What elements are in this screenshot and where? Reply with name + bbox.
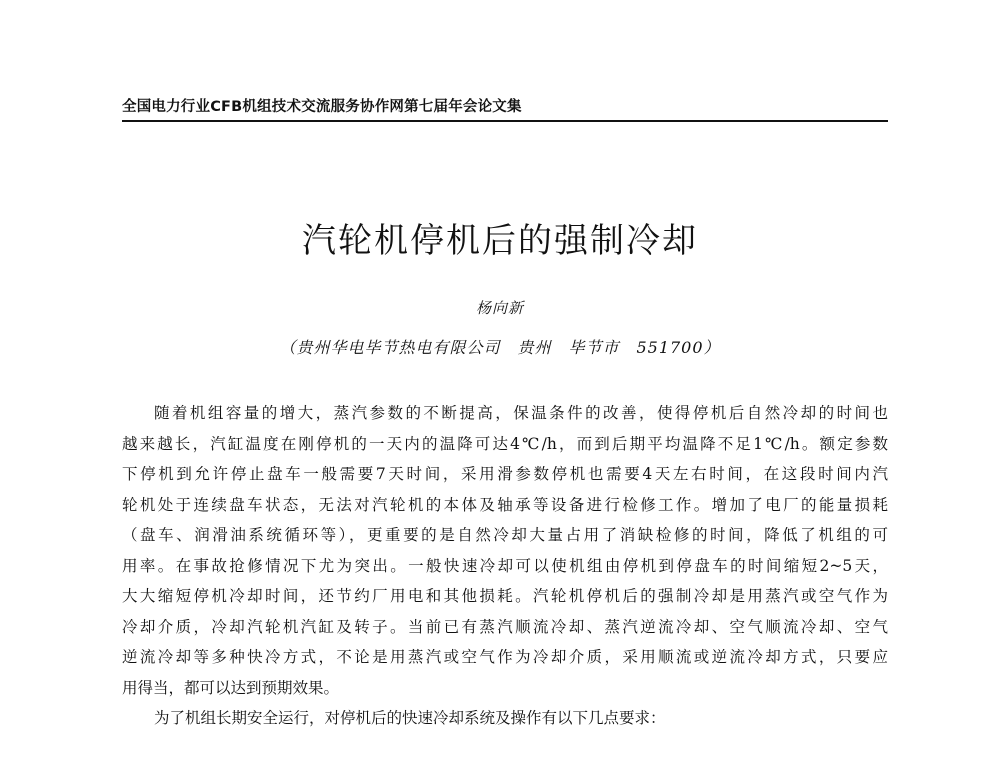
paper-affiliation: （贵州华电毕节热电有限公司 贵州 毕节市 551700） [279,338,721,357]
proceedings-header: 全国电力行业CFB机组技术交流服务协作网第七届年会论文集 [122,99,522,115]
body-line: 为了机组长期安全运行，对停机后的快速冷却系统及操作有以下几点要求： [154,709,666,727]
body-line: （盘车、润滑油系统循环等），更重要的是自然冷却大量占用了消缺检修的时间，降低了机组的可 [122,526,888,544]
body-line: 用率。在事故抢修情况下尤为突出。一般快速冷却可以使机组由停机到停盘车的时间缩短2~5天， [122,556,888,575]
body-line: 冷却介质，冷却汽轮机汽缸及转子。当前已有蒸汽顺流冷却、蒸汽逆流冷却、空气顺流冷却、空气 [122,617,888,636]
body-line: 越来越长，汽缸温度在刚停机的一天内的温降可达4℃/h，而到后期平均温降不足1℃/h。额定参数 [122,434,888,453]
paper-author: 杨向新 [475,299,524,317]
header-rule [122,120,888,122]
body-line: 用得当，都可以达到预期效果。 [122,678,340,697]
paper-title: 汽轮机停机后的强制冷却 [302,221,698,261]
body-line: 随着机组容量的增大，蒸汽参数的不断提高，保温条件的改善，使得停机后自然冷却的时间也 [154,404,888,422]
paper-body [122,398,888,734]
body-line: 下停机到允许停止盘车一般需要7天时间，采用滑参数停机也需要4天左右时间，在这段时间内汽 [122,465,888,483]
body-line: 逆流冷却等多种快冷方式，不论是用蒸汽或空气作为冷却介质，采用顺流或逆流冷却方式，只要应 [122,648,888,666]
body-line: 轮机处于连续盘车状态，无法对汽轮机的本体及轴承等设备进行检修工作。增加了电厂的能量损耗 [122,495,888,514]
body-line: 大大缩短停机冷却时间，还节约厂用电和其他损耗。汽轮机停机后的强制冷却是用蒸汽或空气作为 [122,587,888,605]
